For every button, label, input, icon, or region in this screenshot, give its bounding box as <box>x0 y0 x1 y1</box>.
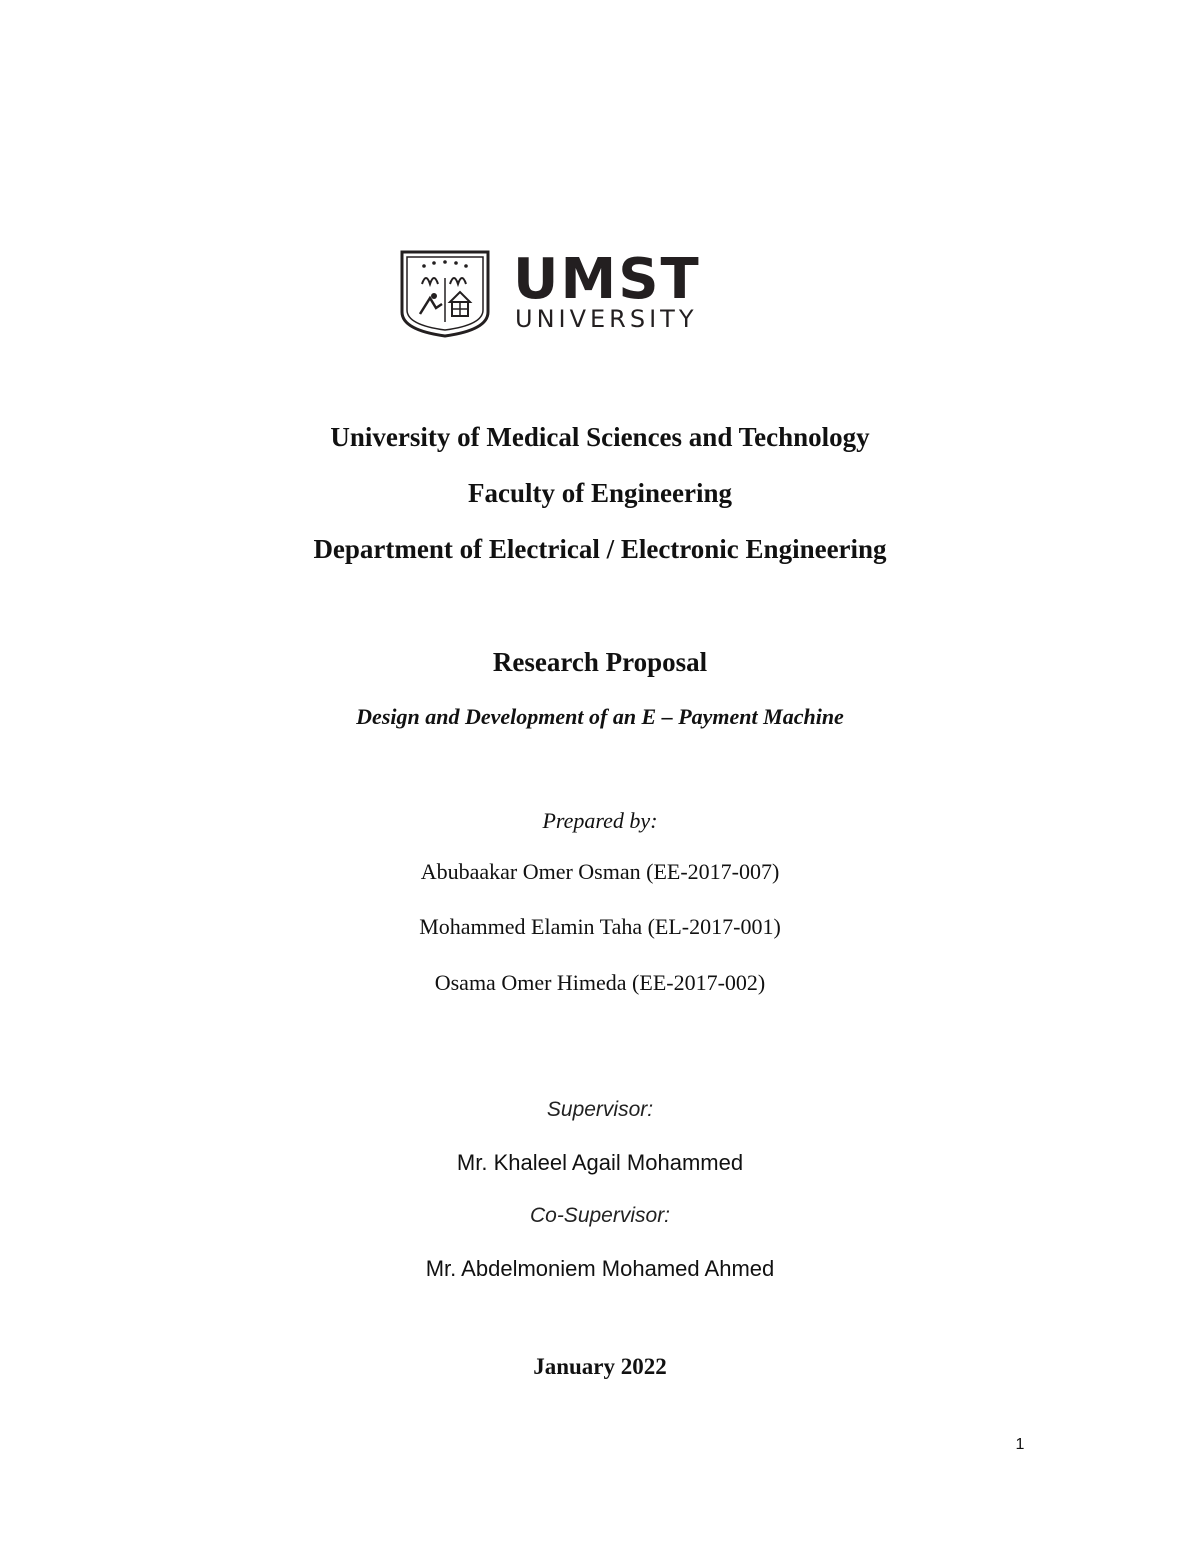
supervisor-label: Supervisor: <box>546 1098 654 1121</box>
document-type: Research Proposal <box>492 647 708 677</box>
department-name: Department of Electrical / Electronic Engineering <box>313 534 887 564</box>
logo-main-text: UMST <box>513 247 701 312</box>
author-3: Osama Omer Himeda (EE-2017-002) <box>434 970 766 995</box>
university-crest-icon <box>398 250 493 340</box>
co-supervisor-label: Co-Supervisor: <box>529 1204 671 1227</box>
logo-sub-text: UNIVERSITY <box>515 305 698 333</box>
submission-date: January 2022 <box>533 1354 667 1379</box>
proposal-title: Design and Development of an E – Payment Machine <box>356 704 844 729</box>
prepared-by-label: Prepared by: <box>542 808 658 833</box>
co-supervisor-name: Mr. Abdelmoniem Mohamed Ahmed <box>425 1256 775 1281</box>
faculty-name: Faculty of Engineering <box>468 478 732 508</box>
logo-wordmark <box>513 247 738 340</box>
university-name: University of Medical Sciences and Technology <box>330 422 870 452</box>
university-logo <box>398 247 738 340</box>
author-1: Abubaakar Omer Osman (EE-2017-007) <box>420 859 780 884</box>
page-number: 1 <box>1015 1436 1025 1453</box>
author-2: Mohammed Elamin Taha (EL-2017-001) <box>419 914 781 939</box>
supervisor-name: Mr. Khaleel Agail Mohammed <box>456 1150 744 1175</box>
